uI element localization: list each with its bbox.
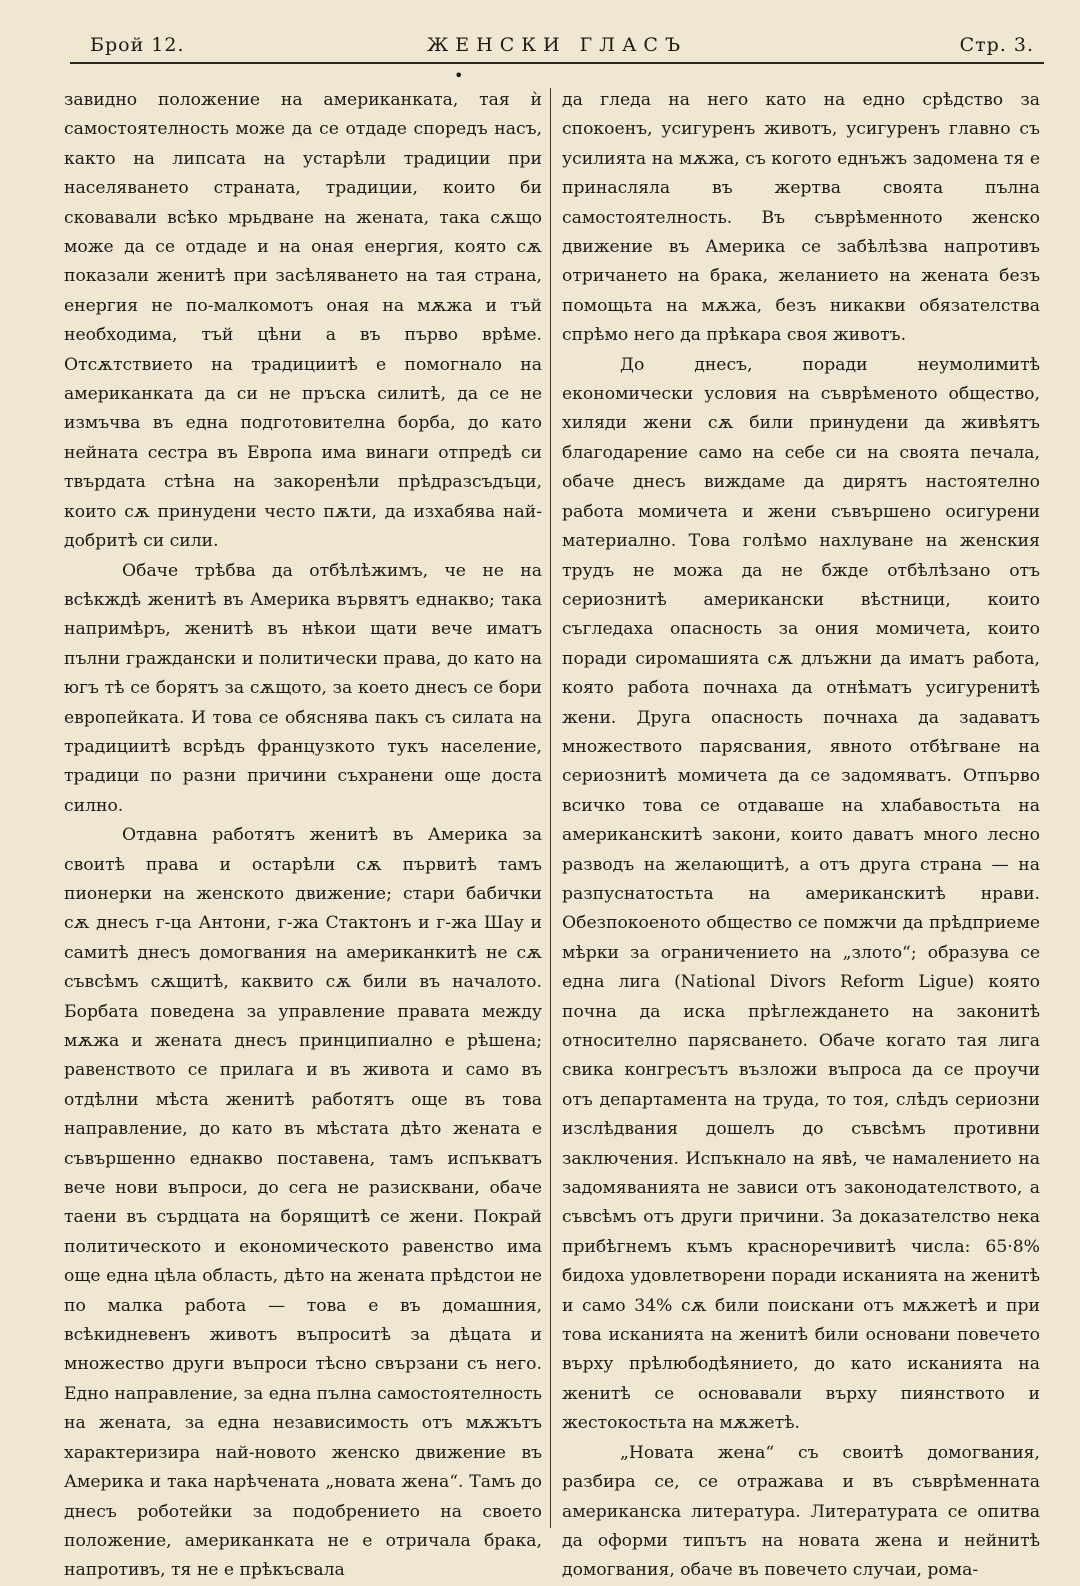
left-paragraph-3: Отдавна работятъ женитѣ въ Америка за своитѣ права и остарѣли сѫ първитѣ тамъ пионерки на женското движение; стари бабички сѫ днесъ г-ца Антони, г-жа Стактонъ и г-жа Шау и самитѣ днесъ домогвания на американкитѣ не сѫ съвсѣмъ сѫщитѣ, каквито сѫ били въ началото. Борбата поведена за управление правата между мѫжа и жената днесъ принципиално е рѣшена; равенството се прилага и въ живота и само въ отдѣлни мѣста женитѣ работятъ още въ това направление, до като въ мѣстата дѣто жената е съвършенно еднакво поставена, тамъ испъкватъ вече нови въпроси, до сега не разисквани, обаче таени въ сърдцата на борящитѣ се жени. Покрай политическото и економическото равенство има още една цѣла область, дѣто на жената прѣдстои не по малка работа — това е въ домашния, всѣкидневенъ животъ въпроситѣ за дѣцата и множество други въпроси тѣсно свързани съ него. Едно направление, за една пълна самостоятелность на жената, за една независимость отъ мѫжътъ характеризира най-новото женско движение въ Америка и така нарѣчената „новата жена“. Тамъ до днесъ роботейки за подобрението на своето положение, американката не е отричала брака, напротивъ, тя не е прѣкъсвала: [64, 825, 542, 1581]
page-number: Стр. 3.: [959, 34, 1034, 56]
right-paragraph-1: да гледа на него като на едно срѣдство за спокоенъ, усигуренъ животъ, усигуренъ главно съ усилията на мѫжа, съ когото еднъжъ задомена тя е принасляла въ жертва своята пълна самостоятелность. Въ съврѣменното женско движение въ Америка се забѣлѣзва напротивъ отричането на брака, желанието на жената безъ помощьта на мѫжа, безъ никакви обязателства спрѣмо него да прѣкара своя животъ.: [562, 90, 1040, 346]
issue-number: Брой 12.: [90, 34, 185, 56]
ink-dot: •: [454, 66, 464, 85]
page-header: [70, 28, 1044, 64]
left-column: [64, 86, 542, 1586]
right-column: [562, 86, 1040, 1586]
column-divider: [550, 88, 551, 1528]
newspaper-title: ЖЕНСКИ ГЛАСЪ: [426, 34, 688, 56]
right-paragraph-2: До днесъ, поради неумолимитѣ економически условия на съврѣменото общество, хиляди жени сѫ били принудени да живѣятъ благодарение само на себе си на своята печала, обаче днесъ виждаме да дирятъ настоятелно работа момичета и жени съвършено осигурени материално. Това голѣмо нахлуване на женския трудъ не можа да не бжде отбѣлѣзано отъ сериознитѣ американски вѣстници, които съгледаха опасность за ония момичета, които поради сиромашията сѫ длъжни да иматъ работа, която работа почнаха да отнѣматъ усигуренитѣ жени. Друга опасность почнаха да задаватъ множеството парясвания, явното отбѣгване на сериознитѣ момичета да се задомяватъ. Отпърво всичко това се отдаваше на хлабавостьта на американскитѣ закони, които даватъ много лесно разводъ на желающитѣ, а отъ друга страна — на разпуснатостьта на американскитѣ нрави. Обезпокоеното общество се помжчи да прѣдприеме мѣрки за ограничението на „злото“; образува се една лига (National Divors Reform Ligue) която почна да иска прѣглеждането на законитѣ относително парясването. Обаче когато тая лига свика конгресътъ възложи въпроса да се проучи отъ департамента на труда, то тоя, слѣдъ сериозни изслѣдвания дошелъ до съвсѣмъ противни заключения. Испъкнало на явѣ, че намалението на задомяванията не зависи отъ законодателството, а съвсѣмъ отъ други причини. За доказателство нека прибѣгнемъ къмъ красноречивитѣ числа: 65·8% бидоха удовлетворени поради исканията на женитѣ и само 34% сѫ били поискани отъ мѫжетѣ и при това исканията на женитѣ били основани повечето върху прѣлюбодѣянието, до като исканията на женитѣ се основавали върху пиянството и жестокостьта на мѫжетѣ.: [562, 354, 1040, 1434]
right-paragraph-3: „Новата жена“ съ своитѣ домогвания, разбира се, се отражава и въ съврѣменната американска литература. Литературата се опитва да оформи типътъ на новата жена и нейнитѣ домогвания, обаче въ повечето случаи, рома-: [562, 1442, 1040, 1581]
header-rule: [70, 62, 1044, 64]
left-paragraph-2: Обаче трѣбва да отбѣлѣжимъ, че не на всѣкждѣ женитѣ въ Америка вървятъ еднакво; така напримѣръ, женитѣ въ нѣкои щати вече иматъ пълни граждански и политически права, до като на югъ тѣ се борятъ за сѫщото, за което днесъ се бори европейката. И това се обяснява пакъ съ силата на традициитѣ всрѣдъ французкото тукъ население, традици по разни причини съхранени още доста силно.: [64, 560, 542, 816]
left-paragraph-1: завидно положение на американката, тая ѝ самостоятелность може да се отдаде споредъ насъ, както на липсата на устарѣли традиции при населяването странатa, традиции, които би сковавали всѣко мрьдване на жената, така сѫщо може да се отдаде и на оная енергия, която сѫ показали женитѣ при засѣляването на тая страна, енергия не по-малкомотъ оная на мѫжа и тъй необходима, тъй цѣни а въ първо врѣме. Отсѫтствието на традициитѣ е помогнало на американката да си не пръска силитѣ, да се не измъчва въ една подготовителна борба, до като нейната сестра въ Европа има винаги отпредѣ си твърдата стѣна на закоренѣли прѣдразсъдъци, които сѫ принудени често пѫти, да изхабява най-добритѣ си сили.: [64, 90, 542, 552]
